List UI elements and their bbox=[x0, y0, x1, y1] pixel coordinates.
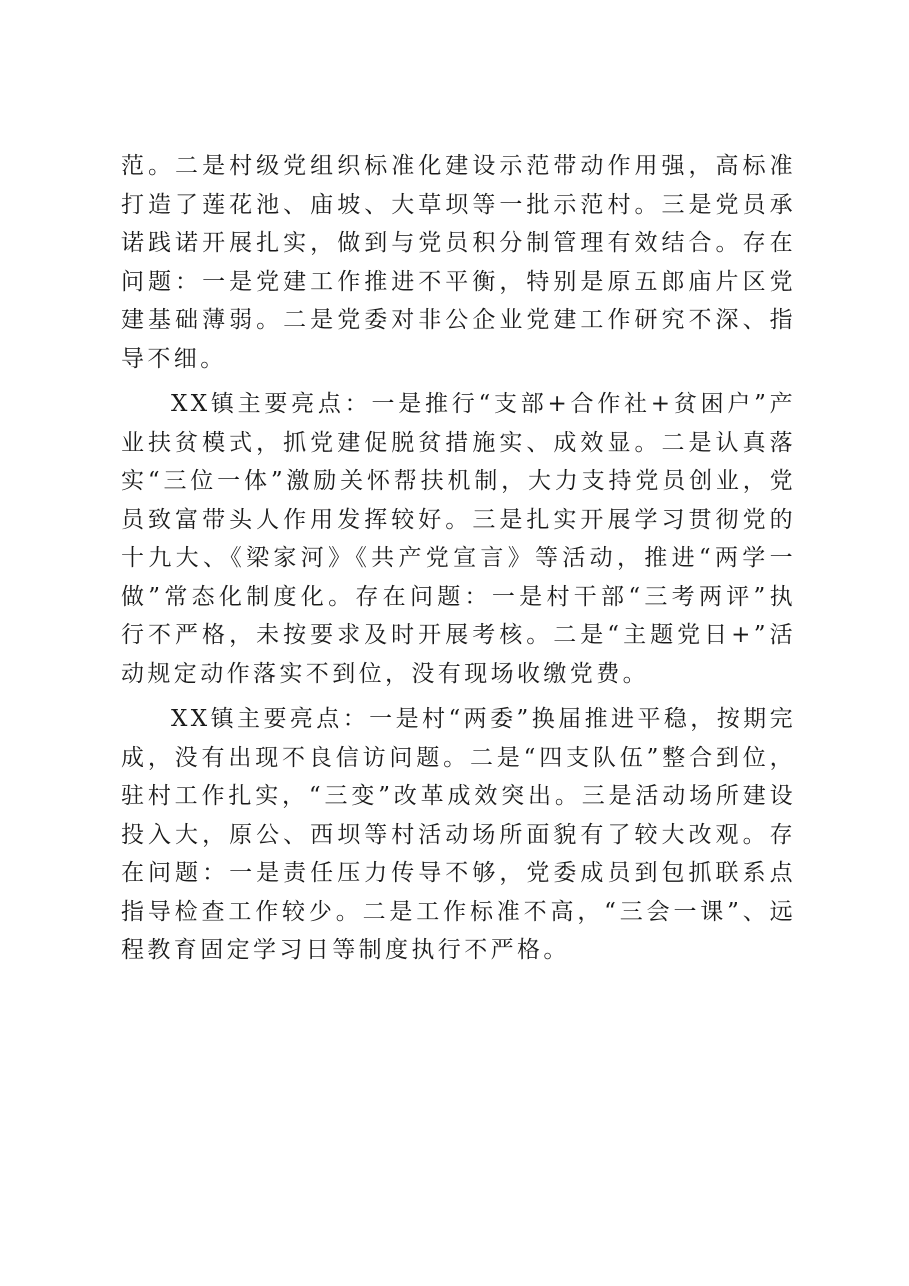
paragraph-town-highlights-2: XX镇主要亮点：一是村“两委”换届推进平稳，按期完成，没有出现不良信访问题。二是“四支队伍”整合到位，驻村工作扎实，“三变”改革成效突出。三是活动场所建设投入大，原公、西坝等村活动场所面貌有了较大改观。存在问题：一是责任压力传导不够，党委成员到包抓联系点指导检查工作较少。二是工作标准不高，“三会一课”、远程教育固定学习日等制度执行不严格。 bbox=[121, 706, 796, 963]
paragraph-continuation: 范。二是村级党组织标准化建设示范带动作用强，高标准打造了莲花池、庙坡、大草坝等一批示范村。三是党员承诺践诺开展扎实，做到与党员积分制管理有效结合。存在问题：一是党建工作推进不平衡，特别是原五郎庙片区党建基础薄弱。二是党委对非公企业党建工作研究不深、指导不细。 bbox=[121, 153, 796, 372]
paragraph-town-highlights-1: XX镇主要亮点：一是推行“支部+合作社+贫困户”产业扶贫模式，抓党建促脱贫措施实、成效显。二是认真落实“三位一体”激励关怀帮扶机制，大力支持党员创业，党员致富带头人作用发挥较好。三是扎实开展学习贯彻党的十九大、《梁家河》《共产党宣言》等活动，推进“两学一做”常态化制度化。存在问题：一是村干部“三考两评”执行不严格，未按要求及时开展考核。二是“主题党日+”活动规定动作落实不到位，没有现场收缴党费。 bbox=[121, 391, 796, 687]
document-body bbox=[121, 147, 796, 970]
